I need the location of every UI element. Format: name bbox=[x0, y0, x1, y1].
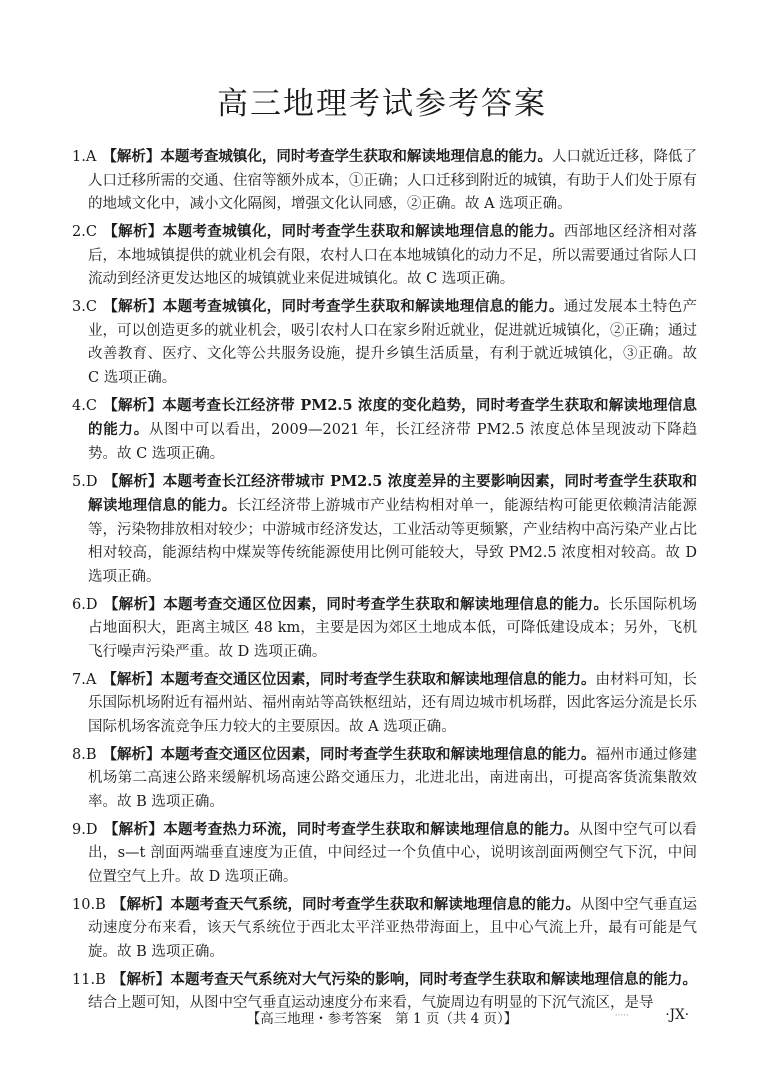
answer-letter: D bbox=[85, 473, 98, 490]
question-number: 4. bbox=[72, 397, 86, 414]
answer-item bbox=[72, 394, 697, 467]
question-number: 10. bbox=[72, 896, 96, 913]
analysis-body: 长乐国际机场占地面积大，距离主城区 48 km，主要是因为郊区土地成本低，可降低建设成本；另外，飞机飞行噪声污染严重。故 D 选项正确。 bbox=[88, 596, 698, 660]
analysis-topic: 本题考查城镇化，同时考查学生获取和解读地理信息的能力。 bbox=[160, 148, 552, 165]
analysis-tag: 【解析】 bbox=[102, 223, 163, 240]
answer-letter: B bbox=[95, 971, 106, 988]
analysis-topic: 本题考查交通区位因素，同时考查学生获取和解读地理信息的能力。 bbox=[163, 595, 609, 613]
answer-letter: C bbox=[85, 299, 97, 315]
page-footer bbox=[0, 1007, 764, 1027]
answer-item bbox=[72, 295, 697, 390]
analysis-body: 由材料可知，长乐国际机场附近有福州站、福州南站等高铁枢纽站，还有周边城市机场群，因此客运分流是长乐国际机场客流竞争压力较大的主要原因。故 A 选项正确。 bbox=[88, 671, 698, 735]
analysis-topic: 本题考查长江经济带 PM2.5 浓度的变化趋势，同时考查学生获取和解读地理信息的能力。 bbox=[88, 396, 698, 438]
analysis-tag: 【解析】 bbox=[103, 472, 163, 490]
question-number: 7. bbox=[72, 671, 86, 688]
answer-letter: D bbox=[85, 596, 98, 613]
question-number: 11. bbox=[72, 971, 96, 988]
analysis-tag: 【解析】 bbox=[111, 895, 171, 913]
answer-letter: A bbox=[85, 671, 97, 688]
answer-letter: C bbox=[85, 224, 97, 240]
question-number: 2. bbox=[72, 224, 86, 240]
answer-letter: D bbox=[85, 821, 98, 838]
analysis-tag: 【解析】 bbox=[102, 148, 161, 165]
analysis-tag: 【解析】 bbox=[111, 970, 171, 988]
analysis-topic: 本题考查城镇化，同时考查学生获取和解读地理信息的能力。 bbox=[162, 298, 564, 315]
question-number: 8. bbox=[72, 746, 86, 763]
question-number: 9. bbox=[72, 821, 86, 838]
answer-letter: A bbox=[85, 149, 97, 165]
analysis-body: 人口就近迁移，降低了人口迁移所需的交通、住宿等额外成本，①正确；人口迁移到附近的城镇，有助于人们处于原有的地域文化中，减小文化隔阂，增强文化认同感，②正确。故 A 选项正确。 bbox=[88, 149, 698, 212]
analysis-topic: 本题考查交通区位因素，同时考查学生获取和解读地理信息的能力。 bbox=[160, 670, 596, 688]
analysis-body: 结合上题可知，从图中空气垂直运动速度分布来看，气旋周边有明显的下沉气流区，是导 bbox=[88, 995, 654, 1011]
answer-letter: C bbox=[85, 397, 97, 414]
analysis-body: 西部地区经济相对落后，本地城镇提供的就业机会有限，农村人口在本地城镇化的动力不足，所以需要通过省际人口流动到经济更发达地区的城镇就业来促进城镇化。故 C 选项正确。 bbox=[88, 224, 698, 287]
analysis-tag: 【解析】 bbox=[103, 595, 164, 613]
analysis-tag: 【解析】 bbox=[102, 745, 161, 763]
analysis-topic: 本题考查长江经济带城市 PM2.5 浓度差异的主要影响因素，同时考查学生获取和解读地理信息的能力。 bbox=[88, 472, 697, 514]
analysis-tag: 【解析】 bbox=[103, 820, 164, 838]
footer-code: ·JX· bbox=[665, 1007, 689, 1023]
page-title: 高三地理考试参考答案 bbox=[217, 86, 547, 122]
analysis-topic: 本题考查交通区位因素，同时考查学生获取和解读地理信息的能力。 bbox=[160, 745, 596, 763]
answer-item bbox=[72, 668, 697, 740]
answer-item bbox=[72, 220, 697, 292]
footer-page-info: 【高三地理・参考答案 第 1 页（共 4 页）】 bbox=[246, 1011, 518, 1027]
answer-item bbox=[72, 145, 697, 217]
answer-item bbox=[72, 593, 697, 665]
answer-item bbox=[72, 893, 697, 965]
footer-dots: ····· bbox=[614, 1011, 629, 1021]
analysis-tag: 【解析】 bbox=[102, 396, 163, 414]
analysis-body: 通过发展本土特色产业，可以创造更多的就业机会，吸引农村人口在家乡附近就业，促进就近城镇化，②正确；通过改善教育、医疗、文化等公共服务设施，提升乡镇生活质量，有利于就近城镇化，③正确。故 C 选项正确。 bbox=[88, 299, 698, 386]
answer-letter: B bbox=[95, 896, 106, 913]
analysis-body: 长江经济带上游城市产业结构相对单一，能源结构可能更依赖清洁能源等，污染物排放相对较少；中游城市经济发达，工业活动等更频繁，产业结构中高污染产业占比相对较高，能源结构中煤炭等传统能源使用比例可能较大，导致 PM2.5 浓度相对较高。故 D 选项正确。 bbox=[88, 498, 697, 585]
answer-letter: B bbox=[85, 746, 97, 763]
analysis-body: 从图中可以看出，2009—2021 年，长江经济带 PM2.5 浓度总体呈现波动下降趋势。故 C 选项正确。 bbox=[88, 422, 697, 462]
analysis-topic: 本题考查天气系统，同时考查学生获取和解读地理信息的能力。 bbox=[170, 895, 581, 913]
analysis-topic: 本题考查天气系统对大气污染的影响，同时考查学生获取和解读地理信息的能力。 bbox=[170, 970, 698, 988]
answer-item bbox=[72, 818, 697, 890]
answer-item bbox=[72, 743, 697, 815]
answer-list bbox=[72, 145, 697, 1019]
analysis-topic: 本题考查城镇化，同时考查学生获取和解读地理信息的能力。 bbox=[162, 223, 564, 240]
analysis-tag: 【解析】 bbox=[102, 670, 161, 688]
question-number: 6. bbox=[72, 596, 86, 613]
question-number: 5. bbox=[72, 473, 86, 490]
analysis-topic: 本题考查热力环流，同时考查学生获取和解读地理信息的能力。 bbox=[163, 820, 579, 838]
analysis-body: 从图中空气可以看出，s—t 剖面两端垂直速度为正值，中间经过一个负值中心，说明该剖面两侧空气下沉，中间位置空气上升。故 D 选项正确。 bbox=[88, 821, 698, 885]
question-number: 3. bbox=[72, 299, 86, 315]
analysis-body: 从图中空气垂直运动速度分布来看，该天气系统位于西北太平洋亚热带海面上，且中心气流上升，最有可能是气旋。故 B 选项正确。 bbox=[88, 896, 698, 960]
question-number: 1. bbox=[72, 149, 86, 165]
analysis-body: 福州市通过修建机场第二高速公路来缓解机场高速公路交通压力，北进北出，南进南出，可提高客货流集散效率。故 B 选项正确。 bbox=[88, 746, 697, 810]
answer-item bbox=[72, 470, 697, 590]
analysis-tag: 【解析】 bbox=[102, 298, 163, 315]
